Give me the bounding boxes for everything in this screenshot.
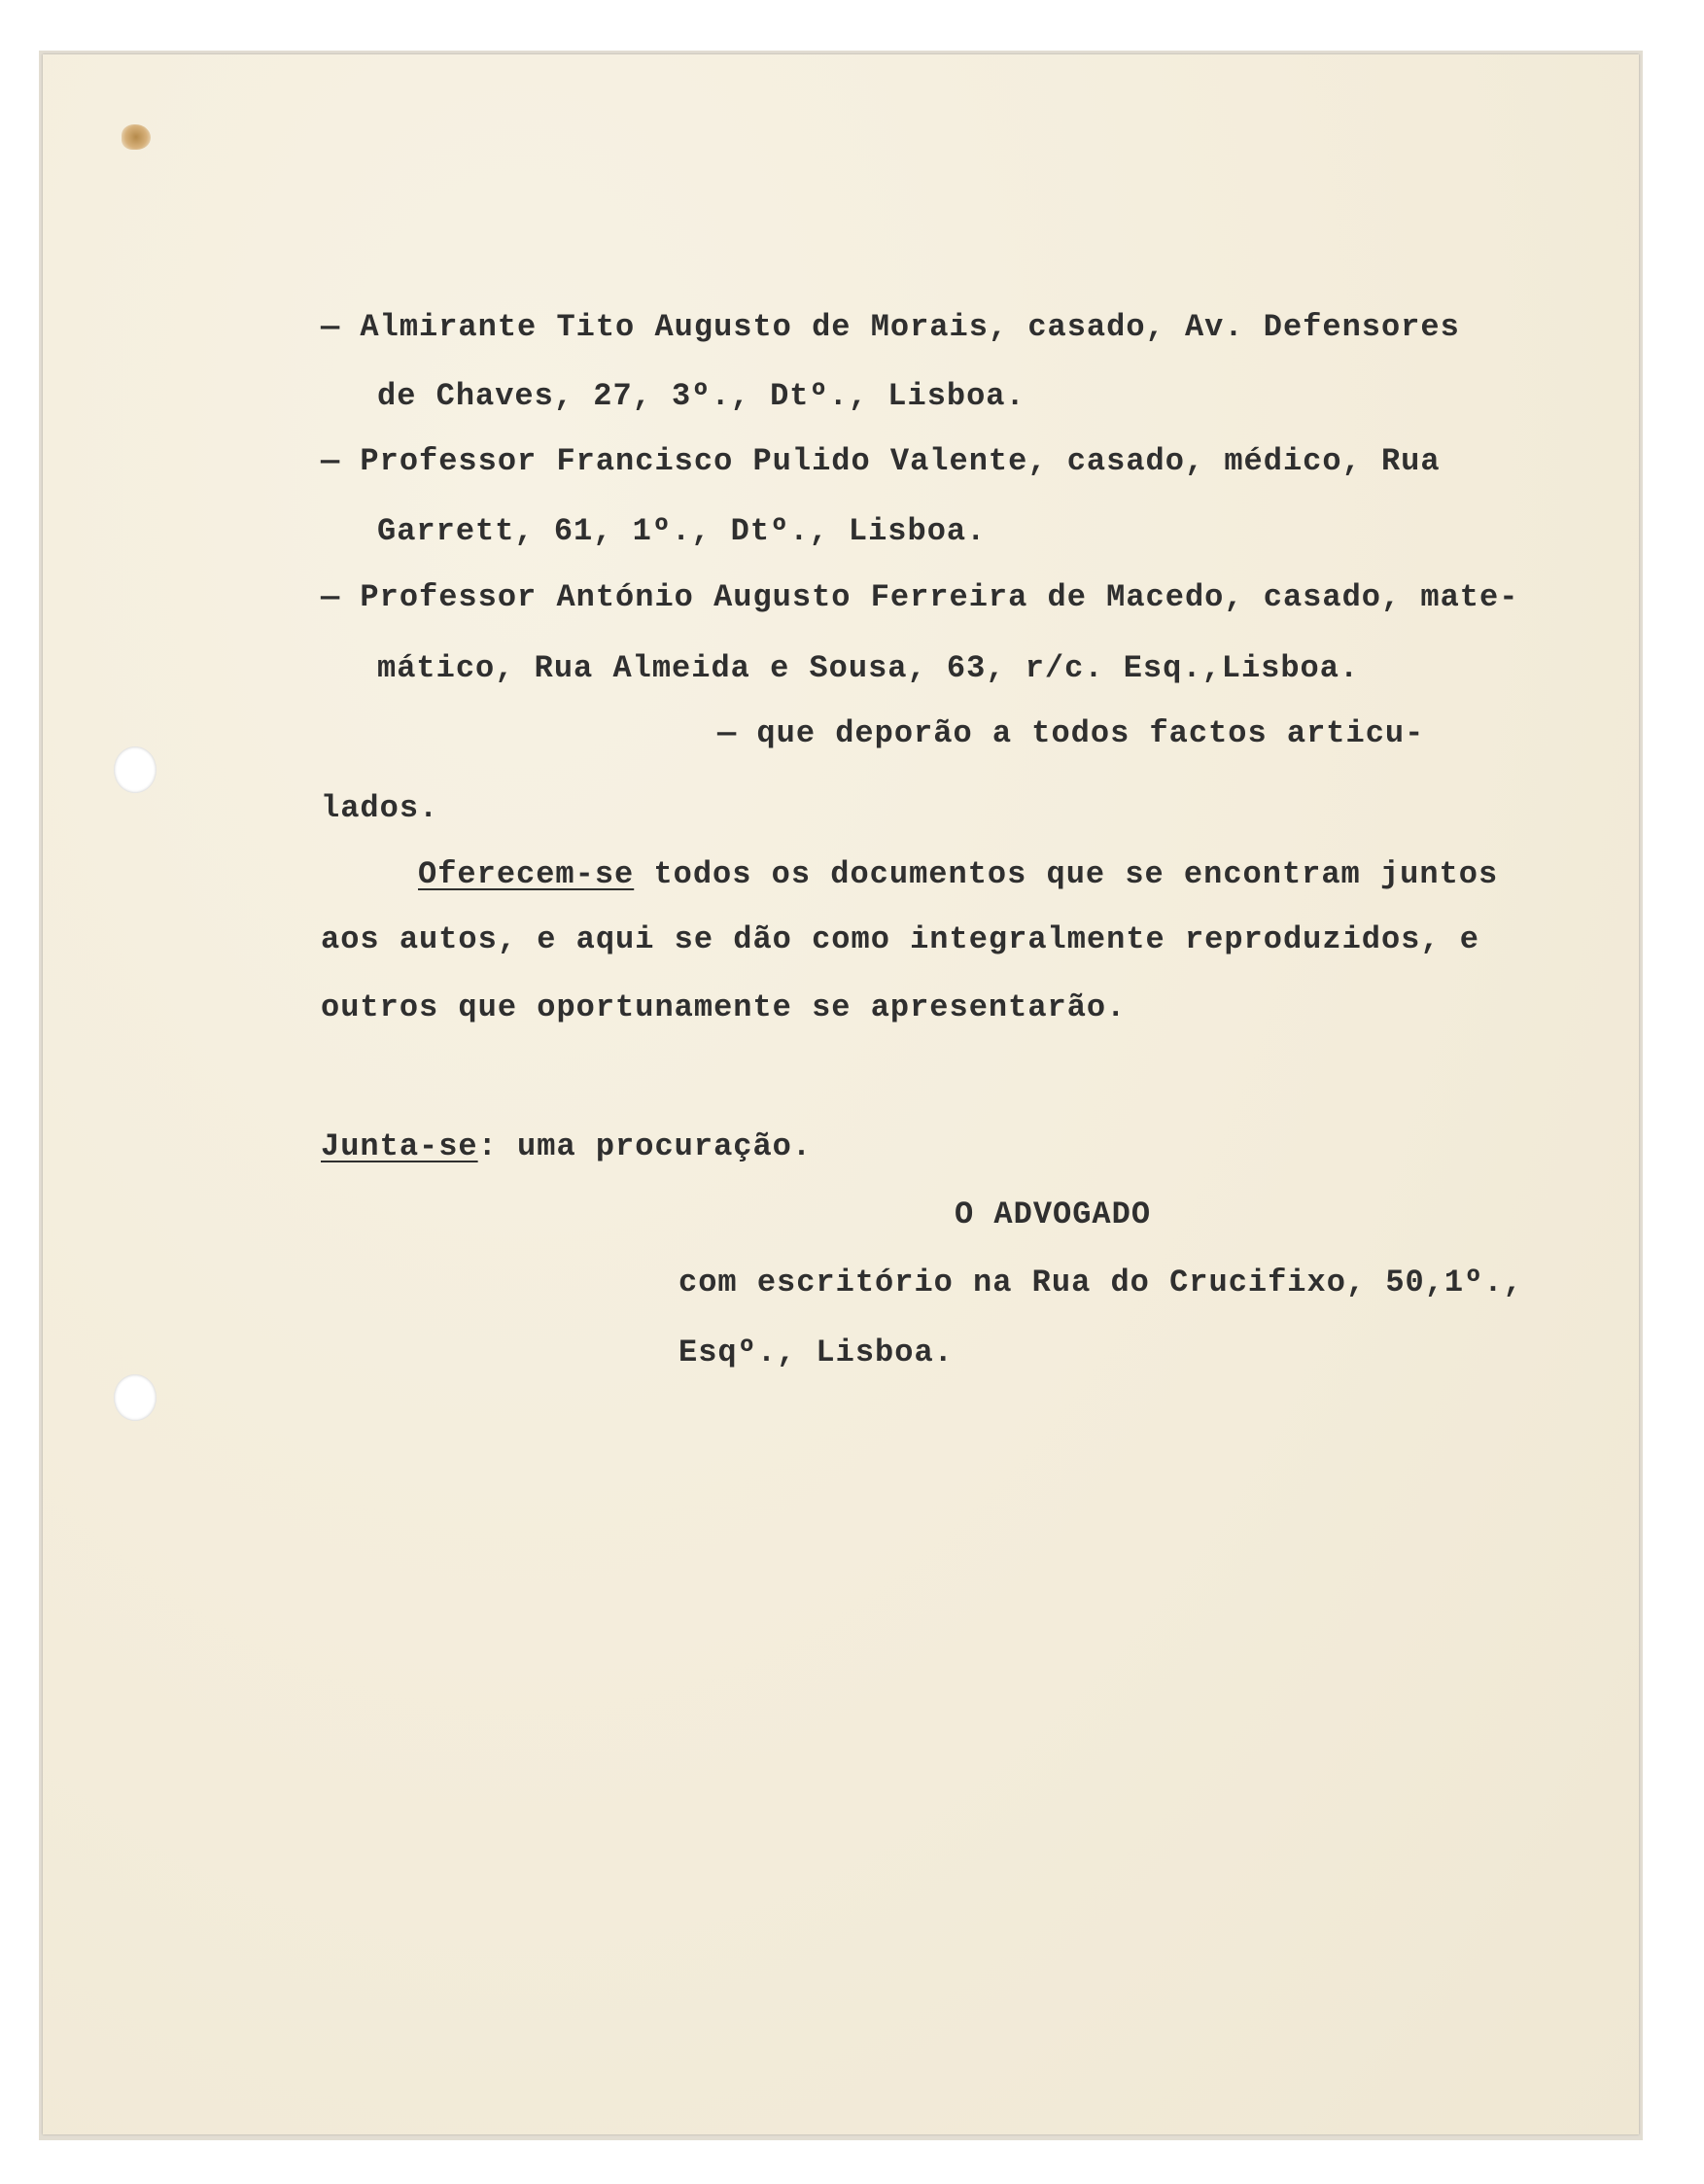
rust-stain — [122, 124, 151, 150]
witness-2-line-1: — Professor Francisco Pulido Valente, casado, médico, Rua — [321, 443, 1441, 479]
attachment-keyword: Junta-se — [321, 1128, 478, 1164]
offer-keyword: Oferecem-se — [418, 856, 635, 892]
document-page — [43, 54, 1639, 2134]
attachment-line — [321, 1127, 812, 1166]
signature-address-line-1: com escritório na Rua do Crucifixo, 50,1º., — [678, 1265, 1523, 1300]
witness-3-line-2: mático, Rua Almeida e Sousa, 63, r/c. Esq.,Lisboa. — [377, 650, 1360, 686]
depose-line-1: — que deporão a todos factos articu- — [717, 715, 1425, 751]
attachment-rest: : uma procuração. — [477, 1128, 813, 1164]
offer-line-1 — [418, 855, 1498, 894]
witness-2-line-2: Garrett, 61, 1º., Dtº., Lisboa. — [377, 513, 987, 549]
witness-3-line-1: — Professor António Augusto Ferreira de Macedo, casado, mate- — [321, 579, 1519, 615]
punch-hole — [114, 746, 156, 793]
offer-line-2: aos autos, e aqui se dão como integralmente reproduzidos, e — [321, 921, 1479, 957]
punch-hole — [114, 1374, 156, 1421]
offer-line-1-rest: todos os documentos que se encontram juntos — [634, 856, 1499, 892]
depose-line-2: lados. — [321, 790, 439, 826]
witness-1-line-2: de Chaves, 27, 3º., Dtº., Lisboa. — [377, 378, 1026, 414]
witness-1-line-1: — Almirante Tito Augusto de Morais, casado, Av. Defensores — [321, 309, 1460, 345]
signature-address-line-2: Esqº., Lisboa. — [678, 1335, 954, 1370]
signature-title: O ADVOGADO — [955, 1196, 1152, 1232]
offer-line-3: outros que oportunamente se apresentarão. — [321, 989, 1127, 1025]
